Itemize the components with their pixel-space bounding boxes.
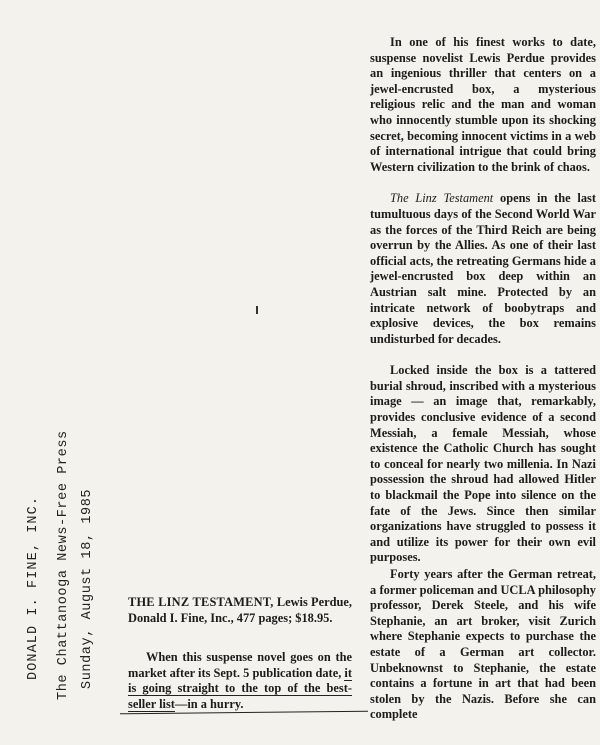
paragraph-opening <box>370 191 596 347</box>
paragraph-shroud: Locked inside the box is a tattered burial shroud, inscribed with a mysterious image — an image that, remarkably, provides conclusive evidence of a second Messiah, a female Messiah, whose existence the Catholic Church has sought to conceal for nearly two millenia. In Nazi possession the shroud had allowed Hitler to blackmail the Pope into silence on the fate of the Jews. Since then similar organizations have struggled to possess it and utilize its power for their own evil purposes. <box>370 363 596 565</box>
bleed-through-shadow <box>258 574 378 584</box>
paragraph-intro: In one of his finest works to date, suspense novelist Lewis Perdue provides an ingenious thriller that centers on a jewel-encrusted box, a mysterious religious relic and the man and woman who innocently stumble upon its shocking secret, becoming innocent victims in a web of international intrigue that could bring Western civilization to the brink of chaos. <box>370 35 596 174</box>
review-right-column <box>370 35 596 723</box>
review-left-column <box>128 595 352 713</box>
underlined-phrase: it is going straight to the top of the best-seller list <box>128 665 352 711</box>
lead-text-start: When this suspense novel goes on the market after its Sept. 5 publication date, <box>128 650 352 680</box>
publisher-stamp: DONALD I. FINE, INC. <box>26 495 41 680</box>
paragraph-opening-text: opens in the last tumultuous days of the Second World War as the forces of the Third Reich are being overrun by the Allies. As one of their last official acts, the retreating Germans hide a jewel-encrusted box deep within an Austrian salt mine. Protected by an intricate network of boobytraps and explosive devices, the box remains undisturbed for decades. <box>370 191 596 346</box>
review-heading <box>128 595 352 626</box>
review-book-title: THE LINZ TESTAMENT, <box>128 595 274 609</box>
book-title-italic: The Linz Testament <box>390 191 494 206</box>
ink-speck <box>256 306 258 314</box>
newspaper-name: The Chattanooga News-Free Press <box>56 430 71 700</box>
paragraph-lead <box>128 650 352 712</box>
publication-date: Sunday, August 18, 1985 <box>80 488 95 689</box>
review-byline: Lewis Perdue, Donald I. Fine, Inc., 477 pages; $18.95. <box>128 595 352 625</box>
paragraph-plot: Forty years after the German retreat, a former policeman and UCLA philosophy professor, Derek Steele, and his wife Stephanie, an art broker, visit Zurich where Stephanie expects to purchase the estate of a German art collector. Unbeknownst to Stephanie, the estate contains a fortune in art that had been stolen by the Nazis. Before she can complete <box>370 567 596 722</box>
lead-text-end: —in a hurry. <box>174 696 244 711</box>
